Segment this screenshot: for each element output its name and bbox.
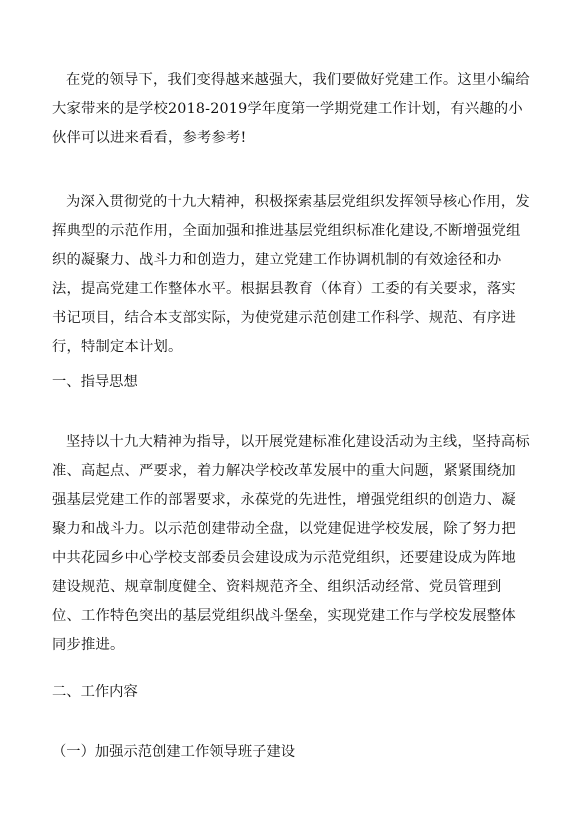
section-heading-guiding-ideology: 一、指导思想	[52, 374, 138, 390]
subsection-heading-leadership: （一）加强示范创建工作领导班子建设	[52, 744, 296, 760]
guiding-ideology-paragraph: 坚持以十九大精神为指导，以开展党建标准化建设活动为主线，坚持高标准、高起点、严要求，着力解决学校改革发展中的重大问题，紧紧围绕加强基层党建工作的部署要求，永葆党的先进性，增强党组织的创造力、凝聚力和战斗力。以示范创建带动全盘，以党建促进学校发展，除了努力把中共花园乡中心学校支部委员会建设成为示范党组织，还要建设成为阵地建设规范、规章制度健全、资料规范齐全、组织活动经常、党员管理到位、工作特色突出的基层党组织战斗堡垒，实现党建工作与学校发展整体同步推进。	[52, 434, 530, 653]
section-heading-work-content: 二、工作内容	[52, 684, 138, 700]
intro-paragraph: 在党的领导下，我们变得越来越强大，我们要做好党建工作。这里小编给大家带来的是学校2018-2019学年度第一学期党建工作计划，有兴趣的小伙伴可以进来看看，参考参考!	[52, 72, 530, 146]
preface-paragraph: 为深入贯彻党的十九大精神，积极探索基层党组织发挥领导核心作用，发挥典型的示范作用，全面加强和推进基层党组织标准化建设,不断增强党组织的凝聚力、战斗力和创造力，建立党建工作协调机制的有效途径和办法，提高党建工作整体水平。根据县教育（体育）工委的有关要求，落实书记项目，结合本支部实际，为使党建示范创建工作科学、规范、有序进行，特制定本计划。	[52, 194, 530, 355]
